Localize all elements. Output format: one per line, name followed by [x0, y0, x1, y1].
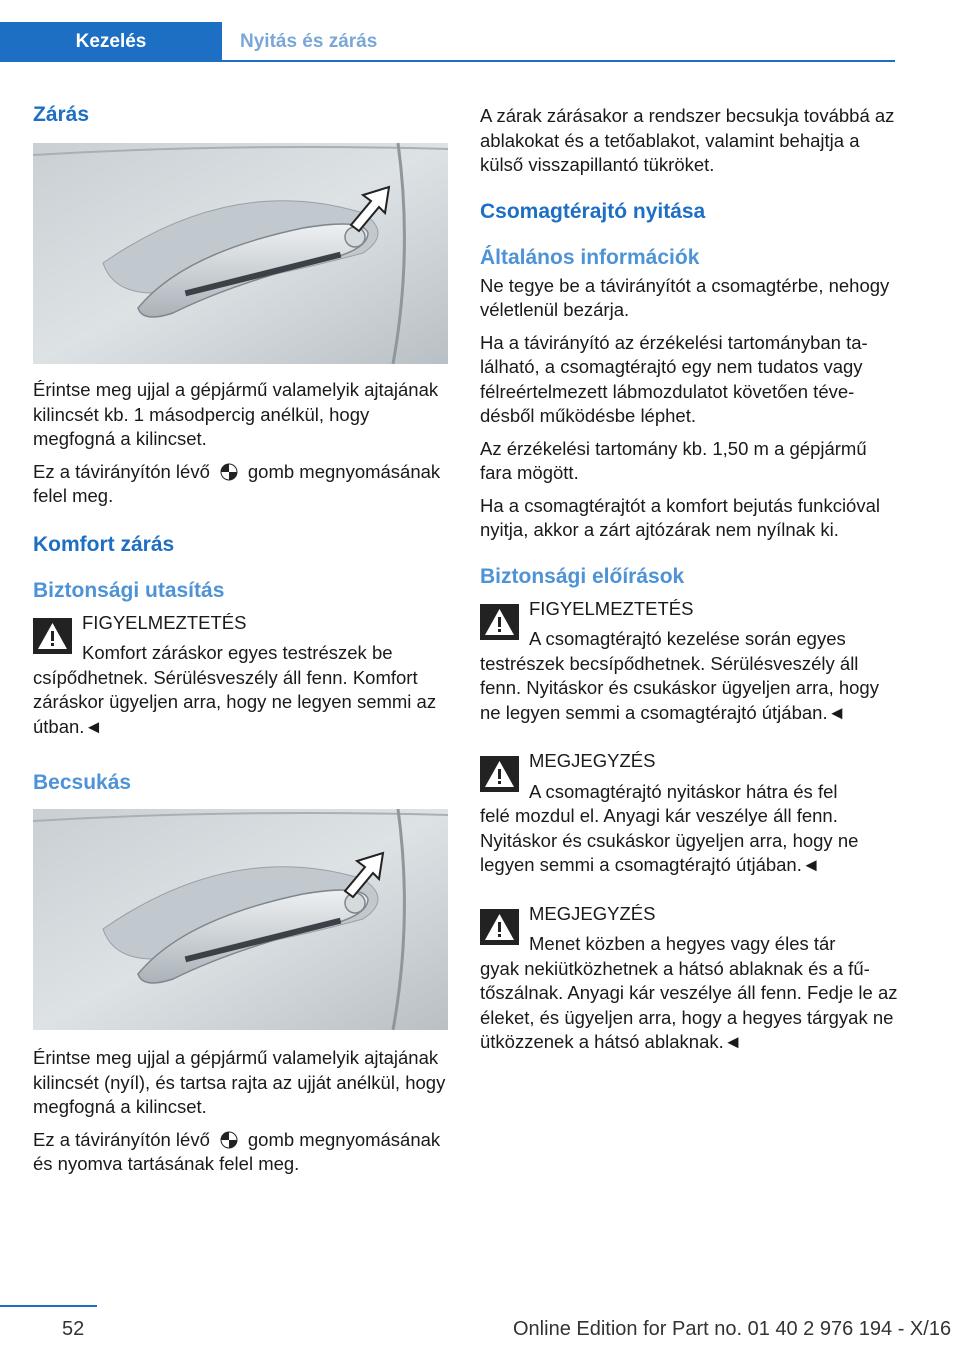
warning-label: FIGYELMEZTETÉS [529, 597, 694, 619]
note-text-rest: gyak nekiütközhetnek a hátsó ablaknak és a fűtőszálnak. Anyagi kár veszélye áll fenn. Fedje le az éleket, és ügyeljen arra, hogy a hegyes tárgyak ne ütközzenek a hátsó ablaknak.◄ [480, 957, 898, 1052]
heading-zaras: Zárás [33, 103, 90, 126]
door-handle-photo-close [33, 809, 448, 1030]
remote-text-b: gomb megnyomásának és nyomva tartásának felel meg. [33, 1128, 441, 1174]
warning-triangle-icon [33, 618, 72, 654]
paragraph-lock-remote [33, 460, 448, 509]
paragraph-info-2: Ha a távirányító az érzékelési tartományban található, a csomagtérajtó egy nem tudatos vagy félreértelmezett lábmozdulatot követően tévedésből működésbe léphet. [480, 331, 868, 426]
heading-becsukas: Becsukás [33, 771, 132, 794]
paragraph-close-remote [33, 1128, 448, 1177]
section-tab: Nyitás és zárás [240, 31, 378, 52]
paragraph-info-3: Az érzékelési tartomány kb. 1,50 m a gépjármű fara mögött. [480, 437, 867, 483]
warning-text-first: Komfort záráskor egyes testrészek be [82, 642, 393, 663]
page-number: 52 [62, 1318, 85, 1340]
paragraph-lock-touch: Érintse meg ujjal a gépjármű valamelyik ajtajának kilincsét kb. 1 másodpercig anélkül, hogy megfogná a kilincset. [33, 379, 439, 449]
note-label: MEGJEGYZÉS [529, 750, 656, 771]
heading-biztonsagi-eloirasok: Biztonsági előírások [480, 564, 685, 588]
note-trunk-movement [480, 749, 898, 878]
heading-komfort-zaras: Komfort zárás [33, 532, 175, 556]
note-text-first: Menet közben a hegyes vagy éles tár [529, 933, 836, 954]
warning-trunk-injury [480, 597, 898, 726]
edition-text: Online Edition for Part no. 01 40 2 976 194 - X/16 [513, 1318, 952, 1340]
paragraph-close-touch: Érintse meg ujjal a gépjármű valamelyik ajtajának kilincsét (nyíl), és tartsa rajta az ujját anélkül, hogy megfogná a kilincset. [33, 1047, 446, 1117]
warning-text-rest: testrészek becsípődhetnek. Sérülésveszély áll fenn. Nyitáskor és csukáskor ügyeljen arra, hogy ne legyen semmi a csomagtérajtó útjában.◄ [480, 652, 879, 723]
note-text-first: A csomagtérajtó nyitáskor hátra és fel [529, 780, 838, 802]
warning-triangle-icon [480, 909, 519, 945]
warning-triangle-icon [480, 604, 519, 640]
chapter-tab: Kezelés [0, 22, 222, 62]
left-column [33, 100, 448, 1185]
note-sharp-objects [480, 902, 898, 1055]
header-divider [0, 60, 895, 62]
lock-button-icon [220, 1131, 238, 1149]
lock-button-icon [220, 463, 238, 481]
remote-text-a: Ez a távirányítón lévő [33, 460, 210, 482]
warning-triangle-icon [480, 756, 519, 792]
heading-csomagterajto-nyitasa: Csomagtérajtó nyitása [480, 199, 706, 223]
door-handle-photo-lock [33, 143, 448, 364]
warning-text-rest: csípődhetnek. Sérülésveszély áll fenn. Komfort záráskor ügyeljen arra, hogy ne legyen semmi az útban.◄ [33, 666, 437, 737]
warning-label: FIGYELMEZTETÉS [82, 611, 247, 633]
heading-biztonsagi-utasitas: Biztonsági utasítás [33, 578, 225, 602]
paragraph-windows: A zárak zárásakor a rendszer becsukja továbbá az ablakokat és a tetőablakot, valamint behajtja a külső visszapillantó tükröket. [480, 105, 895, 175]
warning-text-first: A csomagtérajtó kezelése során egyes [529, 628, 846, 649]
right-column [480, 100, 898, 1055]
warning-komfort [33, 611, 448, 740]
page-header [0, 0, 895, 62]
paragraph-info-4: Ha a csomagtérajtót a komfort bejutás funkcióval nyitja, akkor a zárt ajtózárak nem nyílnak ki. [480, 494, 880, 540]
remote-text-a: Ez a távirányítón lévő [33, 1128, 210, 1150]
note-text-rest: felé mozdul el. Anyagi kár veszélye áll fenn. Nyitáskor és csukáskor ügyeljen arra, hogy ne legyen semmi a csomagtérajtó útjában.◄ [480, 805, 859, 875]
note-label: MEGJEGYZÉS [529, 902, 656, 924]
heading-altalanos-informaciok: Általános információk [480, 245, 700, 269]
paragraph-info-1: Ne tegye be a távirányítót a csomagtérbe, nehogy véletlenül bezárja. [480, 274, 890, 320]
footer-divider [0, 1305, 97, 1307]
remote-text-b: gomb megnyomásának felel meg. [33, 460, 441, 506]
